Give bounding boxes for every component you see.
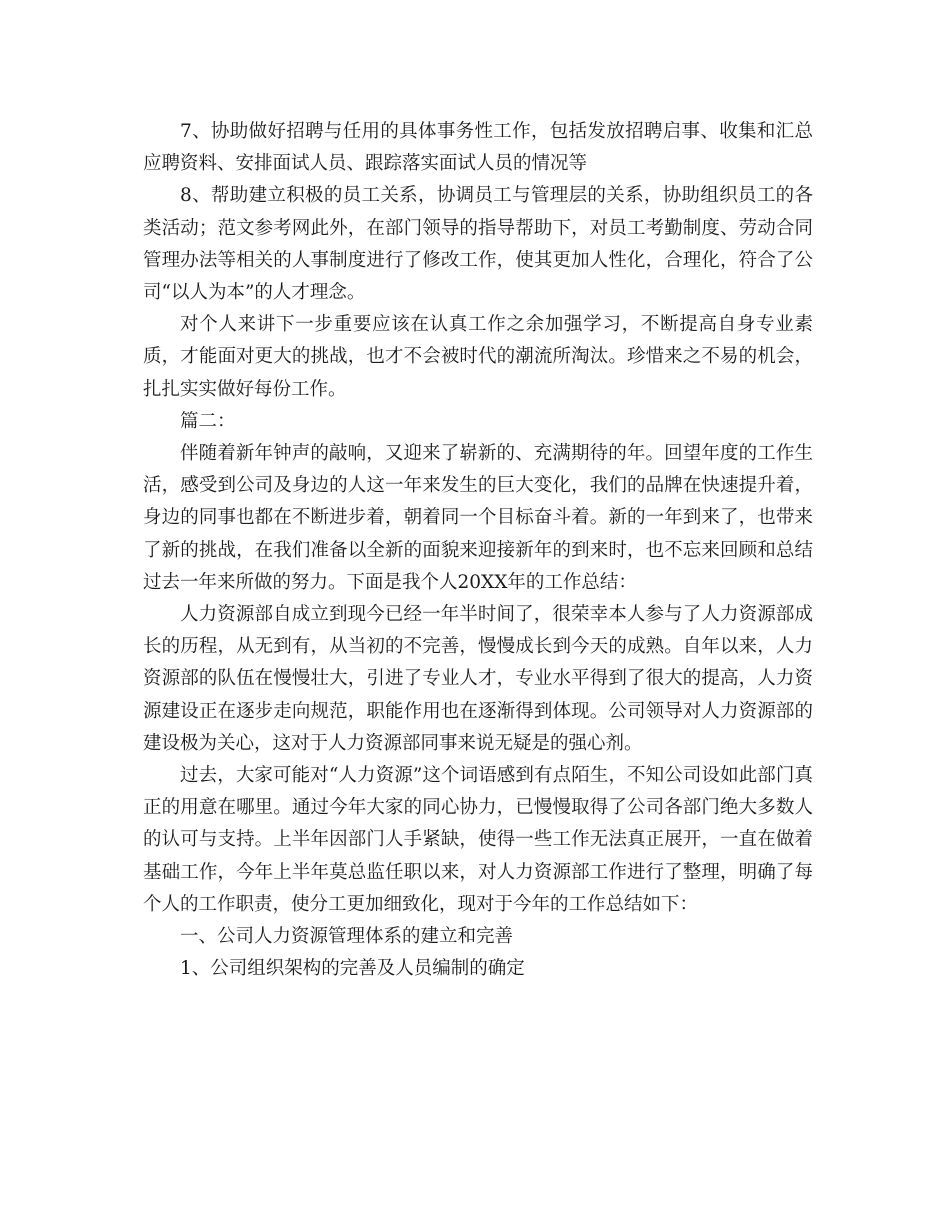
paragraph-personal-plan: 对个人来讲下一步重要应该在认真工作之余加强学习，不断提高自身专业素质，才能面对更大的挑战，也才不会被时代的潮流所淘汰。珍惜来之不易的机会，扎扎实实做好每份工作。 — [143, 314, 813, 400]
section-heading-part-two: 篇二： — [180, 410, 236, 432]
paragraph-item-8: 8、帮助建立积极的员工关系，协调员工与管理层的关系，协助组织员工的各类活动；范文参考网此外，在部门领导的指导帮助下，对员工考勤制度、劳动合同管理办法等相关的人事制度进行了修改工作，使其更加人性化，合理化，符合了公司“以人为本”的人才理念。 — [143, 185, 813, 304]
paragraph-hr-department-history: 人力资源部自成立到现今已经一年半时间了，很荣幸本人参与了人力资源部成长的历程，从无到有，从当初的不完善，慢慢成长到今天的成熟。自年以来，人力资源部的队伍在慢慢壮大，引进了专业人才，专业水平得到了很大的提高，人力资源建设正在逐步走向规范，职能作用也在逐渐得到体现。公司领导对人力资源部的建设极为关心，这对于人力资源部同事来说无疑是的强心剂。 — [143, 604, 813, 754]
paragraph-hr-past-and-present: 过去，大家可能对“人力资源”这个词语感到有点陌生，不知公司设如此部门真正的用意在哪里。通过今年大家的同心协力，已慢慢取得了公司各部门绝大多数人的认可与支持。上半年因部门人手紧缺，使得一些工作无法真正展开，一直在做着基础工作，今年上半年莫总监任职以来，对人力资源部工作进行了整理，明确了每个人的工作职责，使分工更加细致化，现对于今年的工作总结如下： — [143, 765, 813, 915]
paragraph-item-7: 7、协助做好招聘与任用的具体事务性工作，包括发放招聘启事、收集和汇总应聘资料、安排面试人员、跟踪落实面试人员的情况等 — [143, 121, 813, 175]
paragraph-new-year-intro: 伴随着新年钟声的敲响，又迎来了崭新的、充满期待的年。回望年度的工作生活，感受到公司及身边的人这一年来发生的巨大变化，我们的品牌在快速提升着，身边的同事也都在不断进步着，朝着同一个目标奋斗着。新的一年到来了，也带来了新的挑战，在我们准备以全新的面貌来迎接新年的到来时，也不忘来回顾和总结过去一年来所做的努力。下面是我个人20XX年的工作总结： — [143, 443, 813, 593]
heading-hr-system: 一、公司人力资源管理体系的建立和完善 — [180, 926, 514, 948]
document-body — [143, 116, 813, 985]
subheading-org-structure: 1、公司组织架构的完善及人员编制的确定 — [180, 958, 525, 980]
